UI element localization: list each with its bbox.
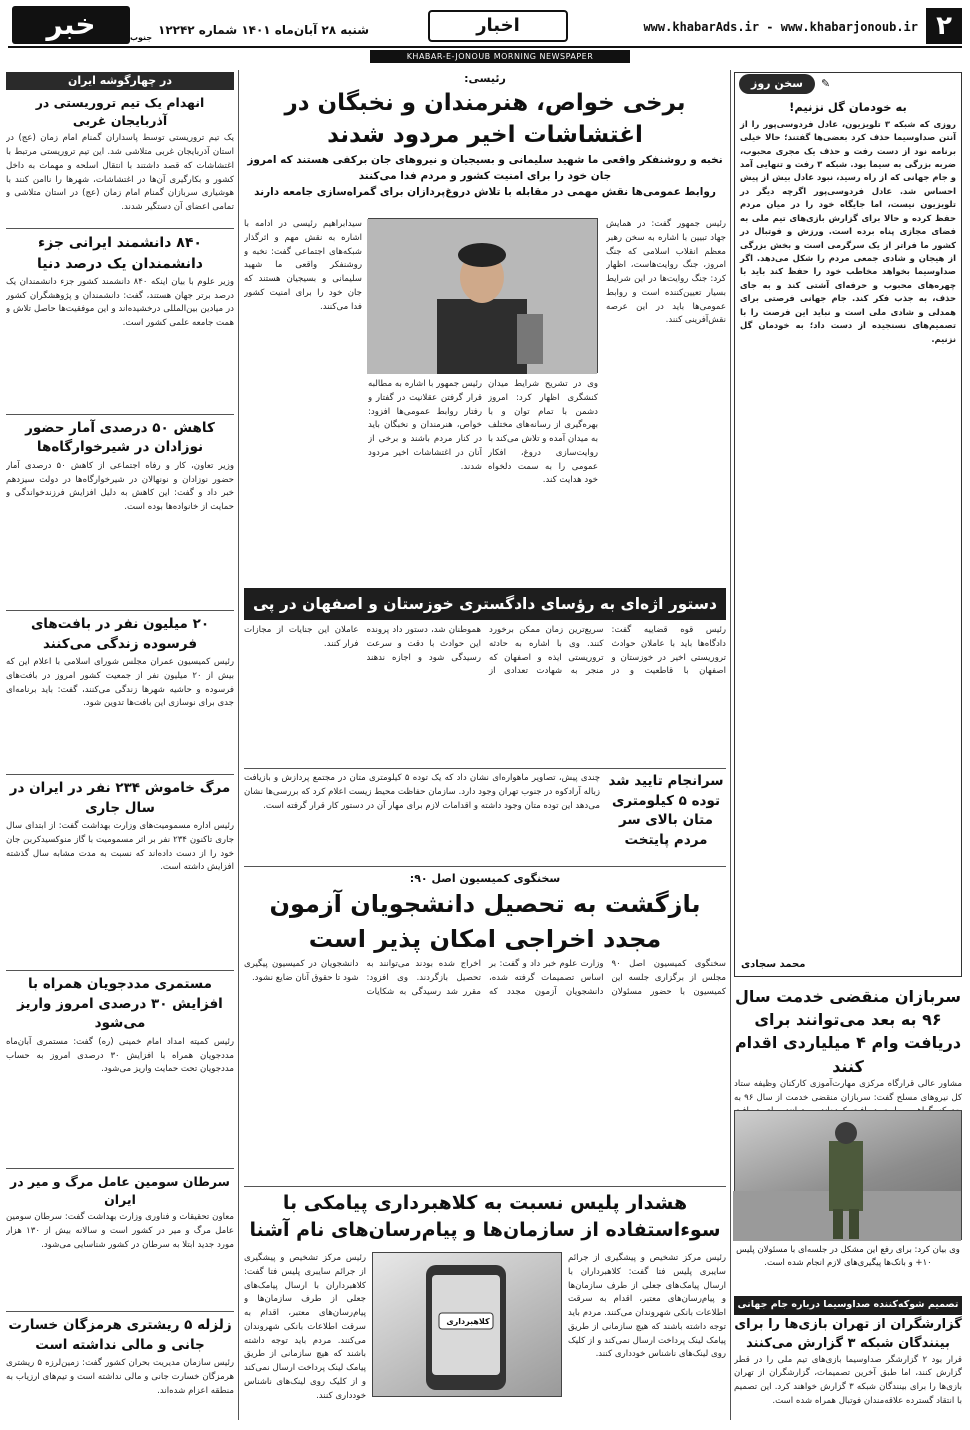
divider [244, 768, 726, 769]
news-item-headline: زلزله ۵ ریشتری هرمزگان خسارت جانی و مالی نداشته است [8, 1317, 232, 1353]
news-item [6, 94, 234, 228]
main-story-col-1 [606, 218, 726, 578]
commission-header [244, 870, 726, 957]
main-story-subhead-2: روابط عمومی‌ها نقش مهمی در مقابله با تلاش دروغ‌پردازان برای گمراه‌سازی جامعه دارند [254, 185, 716, 198]
tehran-story [244, 772, 600, 862]
police-headline: هشدار پلیس نسبت به کلاهبرداری پیامکی با سوءاستفاده از سازمان‌ها و پیام‌رسان‌های نام آشنا [249, 1192, 721, 1241]
soldier-photo-graphic [733, 1111, 961, 1241]
divider [6, 414, 234, 415]
main-story-header [244, 70, 726, 201]
main-story-kicker: رئیسی: [464, 72, 506, 85]
news-item-body: معاون تحقیقات و فناوری وزارت بهداشت گفت: سرطان سومین عامل مرگ و میر در کشور است و سالانه بیش از ۱۳۰ هزار مورد جدید ابتلا به سرطان در کشور شناسایی می‌شود. [6, 1212, 234, 1250]
issue-date: شنبه ۲۸ آبان‌ماه ۱۴۰۱ شماره ۱۲۲۴۲ [158, 23, 370, 37]
divider [6, 774, 234, 775]
disputes-headline: دستور اژه‌ای به رؤسای دادگستری خوزستان و اصفهان در پی حوادث اخیر [244, 588, 726, 620]
news-item-headline: ۸۴۰ دانشمند ایرانی جزء دانشمندان یک درصد دنیا [37, 235, 203, 272]
soldier-photo [734, 1110, 962, 1240]
main-story-headline: برخی خواص، هنرمندان و نخبگان در اغتشاشات اخیر مردود شدند [284, 90, 686, 149]
page-number: ۲ [926, 8, 962, 44]
news-item-headline: مرگ خاموش ۲۳۴ نفر در ایران در سال جاری [9, 780, 231, 816]
divider [6, 610, 234, 611]
news-item-headline: سرطان سومین عامل مرگ و میر در ایران [10, 1173, 230, 1208]
main-story-body-2: وی در تشریح شرایط میدان کنشگری اظهار کرد: امروز دشمن با تمام توان و با بهره‌گیری از رسانه‌های مختلف به میدان آمده و تلاش می‌کند با روایت‌سازی دروغ، افکار عمومی را به سمت دلخواه خود هدایت کند. [488, 379, 598, 486]
police-header [244, 1190, 726, 1243]
police-body: رئیس مرکز تشخیص و پیشگیری از جرائم سایبری پلیس فتا گفت: کلاهبرداران با ارسال پیامک‌های جعلی از طرف سازمان‌ها و پیام‌رسان‌های معتبر، اقدام به سرقت اطلاعات بانکی شهروندان می‌کنند. مردم باید توجه داشته باشند که هیچ سازمانی از طریق پیامک لینک پرداخت ارسال نمی‌کند و از کلیک روی لینک‌های ناشناس خودداری کنند. [568, 1253, 726, 1360]
pen-icon: ✎ [820, 77, 831, 91]
news-item-body: وزیر علوم با بیان اینکه ۸۴۰ دانشمند کشور جزء دانشمندان یک درصد برتر جهان هستند، گفت: دانشمندان و پژوهشگران کشور در میادین بین‌المللی درخشیده‌اند و این موفقیت‌ها حاصل تلاش و همت جامعه علمی کشور است. [6, 276, 234, 329]
tehran-headline-box [606, 772, 726, 862]
newspaper-logo-sub: جنوب [130, 33, 153, 42]
police-story-col-1 [568, 1252, 726, 1422]
news-item-headline: انهدام یک تیم تروریستی در آذربایجان غربی [35, 95, 205, 129]
commission-story [244, 958, 726, 1182]
news-item-body: یک تیم تروریستی توسط پاسداران گمنام امام زمان (عج) در استان آذربایجان غربی متلاشی شد. این تیم تروریستی مرتبط با اغتشاشات که قصد داشتند با انتقال اسلحه و مهمات به داخل کشور و بکارگیری آن‌ها در اغتشاشات، شهرها را ناامن کنند با هوشیاری سربازان گمنام امام زمان (عج) در استان متلاشی و تمامی اعضای آن دستگیر شدند. [6, 133, 234, 212]
main-story-col-3 [368, 378, 482, 578]
main-story-subhead: نخبه و روشنفکر واقعی ما شهید سلیمانی و بسیجیان و نیروهای جان برکفی هستند که امروز جان خود را برای امنیت کشور و مردم فدا می‌کنند [247, 154, 723, 183]
speaker-photo-graphic [367, 219, 597, 374]
worldcup-headline: گزارشگران از تهران بازی‌ها را برای بینندگان شبکه ۳ گزارش می‌کنند [734, 1316, 962, 1352]
news-item-body: رئیس سازمان مدیریت بحران کشور گفت: زمین‌لرزه ۵ ریشتری هرمزگان خسارت جانی و مالی نداشته است و تیم‌های ارزیاب به منطقه اعزام شده‌اند. [6, 1358, 234, 1396]
divider [6, 1168, 234, 1169]
divider [6, 228, 234, 229]
main-story-col-2 [488, 378, 598, 578]
news-item-headline: کاهش ۵۰ درصدی آمار حضور نوزادان در شیرخوارگاه‌ها [25, 419, 215, 456]
police-story-col-2 [244, 1252, 366, 1422]
news-item [6, 975, 234, 1168]
disputes-body: رئیس قوه قضاییه گفت: دادگاه‌ها باید با عاملان حوادث تروریستی اخیر در خوزستان و اصفهان با قاطعیت و در سریع‌ترین زمان ممکن برخورد کنند. وی با اشاره به حادثه تروریستی ایذه و اصفهان که منجر به شهادت تعدادی از هموطنان شد، دستور داد پرونده این حوادث با دقت و سرعت رسیدگی شود و اجازه ندهند عاملان این جنایات از مجازات فرار کنند. [244, 625, 726, 677]
worldcup-body: قرار بود ۲ گزارشگر صداوسیما بازی‌های تیم ملی را در قطر گزارش کنند، اما طبق آخرین تصمیمات، گزارشگران از تهران بازی‌ها را برای بینندگان شبکه ۳ گزارش خواهند کرد. این تصمیم با انتقاد گسترده علاقه‌مندان فوتبال همراه شده است. [734, 1354, 962, 1406]
page-header [8, 6, 962, 46]
conscripts-headline: سربازان منقضی خدمت سال ۹۶ به بعد می‌توانند برای دریافت وام ۴ میلیاردی اقدام کنند [734, 987, 962, 1076]
newspaper-logo: خبر [12, 6, 130, 44]
editorial-author: محمد سجادی [741, 958, 806, 970]
commission-body: سخنگوی کمیسیون اصل ۹۰ مجلس از برگزاری جلسه این کمیسیون با حضور مسئولان وزارت علوم خبر داد و گفت: بر اساس تصمیمات گرفته شده، دانشجویان آزمون مجدد که اخراج شده بودند می‌توانند به تحصیل بازگردند. وی افزود: مقرر شد رسیدگی به شکایات دانشجویان در کمیسیون پیگیری شود تا حقوق آنان ضایع نشود. [244, 959, 726, 997]
divider [244, 866, 726, 867]
news-item-headline: ۲۰ میلیون نفر در بافت‌های فرسوده زندگی می‌کنند [30, 615, 210, 652]
header-rule [8, 46, 962, 48]
police-body-continued: رئیس مرکز تشخیص و پیشگیری از جرائم سایبری پلیس فتا گفت: کلاهبرداران با ارسال پیامک‌های جعلی از طرف سازمان‌ها و پیام‌رسان‌های معتبر، اقدام به سرقت اطلاعات بانکی شهروندان می‌کنند. مردم باید توجه داشته باشند که هیچ سازمانی از طریق پیامک لینک پرداخت ارسال نمی‌کند و از کلیک روی لینک‌های ناشناس خودداری کنند. [244, 1253, 366, 1401]
news-item [6, 779, 234, 970]
scam-image-label: کلاهبرداری [446, 1317, 490, 1326]
editorial-body: روزی که شبکه ۳ تلویزیون، عادل فردوسی‌پور را از آنتن صداوسیما حذف کرد بعضی‌ها گفتند؛ حالا خیلی برنامه نود از دست رفت و حذف یک مجری محبوب، ضربه بزرگی به سیما بود. شبکه ۳ رفت و تنهایی آمد و جام جهانی که از راه رسید، نبود عادل بیش از پیش احساس شد. عادل فردوسی‌پور اگرچه دیگر در تلویزیون نیست، اما جایگاه خود را در میان مردم حفظ کرده و حالا برای گزارش بازی‌های تیم ملی به فضای مجازی پناه برده است. ورزش و فوتبال در کشور ما فراتر از یک سرگرمی است و بخش بزرگی از هیجان و شادی جمعی مردم را شکل می‌دهد. اگر صداوسیما بخواهد مخاطب خود را حفظ کند باید با چهره‌های محبوب و حرفه‌ای آشتی کند و به جای حذف، به جذب فکر کند. جام جهانی فرصتی برای همدلی و شادی ملی است و نباید این فرصت را با تصمیم‌های نسنجیده از دست داد؛ به خودمان گل نزنیم. [740, 118, 956, 344]
editorial-tag-row [735, 73, 961, 95]
news-item [6, 615, 234, 774]
news-item-body: رئیس اداره مسمومیت‌های وزارت بهداشت گفت: از ابتدای سال جاری تاکنون ۲۳۴ نفر بر اثر مسمومیت با گاز منوکسیدکربن جان خود را از دست داده‌اند که نسبت به مدت مشابه سال گذشته افزایش داشته است. [6, 821, 234, 873]
main-story-col-4 [244, 218, 362, 578]
news-item [6, 419, 234, 610]
site-urls[interactable]: www.khabarAds.ir - www.khabarjonoub.ir [643, 20, 918, 34]
main-story-body-3: رئیس جمهور با اشاره به مطالبه قرار گرفتن عقلانیت در گفتار و رفتار روابط عمومی‌ها افزود: خواص، هنرمندان و نخبگان باید در کنار مردم باشند و برخی از آنان در اغتشاشات اخیر مردود شدند. [368, 379, 482, 472]
main-story-photo [368, 218, 598, 373]
left-column-title: در چهارگوشه ایران [6, 72, 234, 90]
main-story-body-1: رئیس جمهور گفت: در همایش جهاد تبیین با اشاره به سخن رهبر معظم انقلاب اسلامی که جنگ امروز، جنگ روایت‌هاست، اظهار کرد: جنگ روایت‌ها در این شرایط بسیار تعیین‌کننده است و روابط عمومی‌ها باید در این عرصه نقش‌آفرینی کنند. [606, 219, 726, 326]
worldcup-tag: تصمیم شوکه‌کننده صداوسیما درباره جام جهانی [734, 1296, 962, 1315]
commission-headline: بازگشت به تحصیل دانشجویان آزمون مجدد اخراجی امکان پذیر است [269, 890, 701, 953]
tehran-body: چندی پیش، تصاویر ماهواره‌ای نشان داد که یک توده ۵ کیلومتری متان در مجتمع پردازش و بازیافت زباله آرادکوه در جنوب تهران وجود دارد. سازمان حفاظت محیط زیست اعلام کرد که بررسی‌ها نشان می‌دهد این توده متان وجود داشته و اقدامات لازم برای مهار آن در دستور کار قرار گرفته است. [244, 773, 600, 811]
news-item-body: رئیس کمیسیون عمران مجلس شورای اسلامی با اعلام این که بیش از ۲۰ میلیون نفر از جمعیت کشور امروز در بافت‌های فرسوده و حاشیه شهرها زندگی می‌کنند، گفت: باید برنامه‌ای جدی برای نوسازی این بافت‌ها تدوین شود. [6, 657, 234, 709]
news-item-headline: مستمری مددجویان همراه با افزایش ۳۰ درصدی امروز واریز می‌شود [17, 976, 223, 1032]
news-item [6, 233, 234, 414]
divider [6, 970, 234, 971]
news-item-body: وزیر تعاون، کار و رفاه اجتماعی از کاهش ۵۰ درصدی آمار حضور نوزادان و نونهالان در شیرخوارگاه‌ها در دولت سیزدهم خبر داد و گفت: این کاهش به دلیل افزایش فرزندخواندگی و حمایت از خانواده‌ها بوده است. [6, 460, 234, 513]
scam-phone-photo [372, 1252, 562, 1397]
left-news-column [6, 72, 234, 1424]
editorial-title: به خودمان گل نزنیم! [789, 100, 907, 114]
editorial-tag: سخن روز [739, 74, 815, 93]
masthead: KHABAR-E-JONOUB MORNING NEWSPAPER [370, 50, 630, 63]
divider [244, 1186, 726, 1187]
conscripts-body: مشاور عالی قرارگاه مرکزی مهارت‌آموزی کارکنان وظیفه ستاد کل نیروهای مسلح گفت: سربازان منقضی خدمت از سال ۹۶ به [734, 1078, 962, 1103]
news-item [6, 1316, 234, 1424]
main-story-body-4: سیدابراهیم رئیسی در ادامه با اشاره به نقش مهم و اثرگذار شبکه‌های اجتماعی گفت: نخبه و روشنفکر واقعی ما شهید سلیمانی و بسیجیان هستند که جان خود را برای امنیت کشور فدا می‌کنند. [244, 219, 362, 312]
commission-kicker: سخنگوی کمیسیون اصل ۹۰: [409, 872, 561, 885]
tehran-headline: سرانجام تایید شد توده ۵ کیلومتری متان بالای سر مردم پایتخت [608, 773, 724, 848]
divider [6, 1311, 234, 1312]
editorial-box [734, 72, 962, 977]
section-name: اخبار [428, 10, 568, 42]
column-divider [238, 70, 239, 1420]
column-divider [730, 70, 731, 1420]
news-item-body: رئیس کمیته امداد امام خمینی (ره) گفت: مستمری آبان‌ماه مددجویان همراه با افزایش ۳۰ درصدی امروز به حساب مددجویان تحت حمایت واریز می‌شود. [6, 1036, 234, 1075]
disputes-story [244, 624, 726, 764]
worldcup-story [734, 1296, 962, 1422]
news-item [6, 1173, 234, 1311]
soldier-photo-caption: وی بیان کرد: برای رفع این مشکل در جلسه‌ای با مسئولان پلیس ۱۰+ و بانک‌ها پیگیری‌های لازم انجام شده است. [736, 1245, 960, 1268]
